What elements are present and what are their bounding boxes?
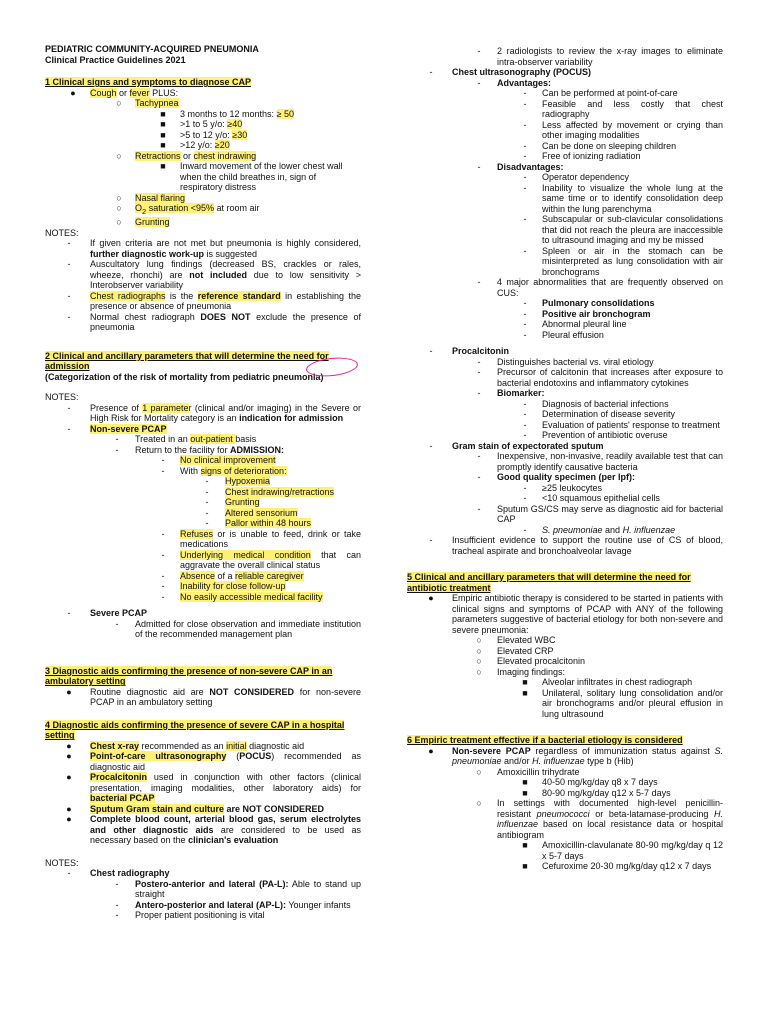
- dash-icon: -: [523, 398, 527, 409]
- dash-icon: -: [523, 419, 527, 430]
- list-item: ■ >1 to 5 y/o: ≥40: [45, 119, 361, 130]
- dash-icon: -: [161, 591, 165, 602]
- document-subtitle: Clinical Practice Guidelines 2021: [45, 54, 186, 65]
- list-item: ○ Imaging findings:: [407, 667, 723, 678]
- list-item: - Refuses or is unable to feed, drink or take medications: [45, 529, 361, 550]
- dash-icon: -: [205, 476, 209, 487]
- dash-icon: -: [523, 182, 527, 193]
- dash-icon: -: [161, 570, 165, 581]
- dash-icon: -: [523, 172, 527, 182]
- dash-icon: -: [429, 67, 433, 77]
- notes-label: NOTES:: [45, 392, 79, 403]
- list-item: - Less affected by movement or crying than other imaging modalities: [407, 120, 723, 141]
- list-item: ● Empiric antibiotic therapy is considered to be started in patients with clinical signs and symptoms of PCAP with ANY of the following parameters suggestive of bacterial etiology for both non-severe and severe pneumonia:: [407, 593, 723, 635]
- list-item: - Prevention of antibiotic overuse: [407, 430, 723, 441]
- list-item: - Chest radiography: [45, 868, 361, 879]
- list-item: - 4 major abnormalities that are frequently observed on CUS:: [407, 277, 723, 298]
- dash-icon: -: [115, 899, 119, 910]
- list-item: - Subscapular or sub-clavicular consolidations that did not reach the pleura are inaccessible to ultrasound imaging and my be missed: [407, 214, 723, 246]
- list-item: ● Procalcitonin used in conjunction with other factors (clinical presentation, imaging modalities, other laboratory aids) for bacterial PCAP: [45, 772, 361, 804]
- dash-icon: -: [477, 277, 481, 287]
- section-3-list: [45, 687, 361, 708]
- list-item: ○ Retractions or chest indrawing: [45, 151, 361, 162]
- section-1-heading: 1 Clinical signs and symptoms to diagnose CAP: [45, 77, 252, 87]
- dash-icon: -: [115, 878, 119, 889]
- list-item: ○ Nasal flaring: [45, 193, 361, 204]
- list-item: - Pulmonary consolidations: [407, 298, 723, 309]
- dash-icon: -: [523, 430, 527, 440]
- list-item: ■ Unilateral, solitary lung consolidation and/or air bronchograms and/or pleural effusion in lung ultrasound: [407, 688, 723, 720]
- bullet-icon: ●: [66, 740, 72, 751]
- dash-icon: -: [161, 465, 165, 476]
- list-item: - Absence of a reliable caregiver: [45, 571, 361, 582]
- list-item: - Can be performed at point-of-care: [407, 88, 723, 99]
- list-item: ○ Tachypnea: [45, 98, 361, 109]
- list-item: ● Point-of-care ultrasonography (POCUS) recommended as diagnostic aid: [45, 751, 361, 772]
- dash-icon: -: [523, 319, 527, 329]
- list-item: - Treated in an out-patient basis: [45, 434, 361, 445]
- dash-icon: -: [115, 618, 119, 629]
- list-item: - Chest radiographs is the reference standard in establishing the presence or absence of pneumonia: [45, 291, 361, 312]
- list-item: - Determination of disease severity: [407, 409, 723, 420]
- dash-icon: -: [523, 245, 527, 256]
- dash-icon: -: [523, 329, 527, 340]
- dash-icon: -: [115, 910, 119, 921]
- square-bullet-icon: ■: [522, 687, 528, 698]
- dash-icon: -: [67, 608, 71, 619]
- list-item: - Normal chest radiograph DOES NOT exclude the presence of pneumonia: [45, 312, 361, 333]
- bullet-icon: ●: [66, 751, 72, 762]
- section-4-list: [45, 741, 361, 846]
- list-item: ■ >5 to 12 y/o: ≥30: [45, 130, 361, 141]
- bullet-icon: ●: [70, 87, 76, 98]
- list-item: - Postero-anterior and lateral (PA-L): Able to stand up straight: [45, 879, 361, 900]
- dash-icon: -: [429, 535, 433, 545]
- dash-icon: -: [161, 549, 165, 560]
- list-item: ○ Grunting: [45, 217, 361, 228]
- dash-icon: -: [523, 493, 527, 503]
- list-item: ■ 3 months to 12 months: ≥ 50: [45, 109, 361, 120]
- dash-icon: -: [523, 214, 527, 224]
- list-item: - With signs of deterioration:: [45, 466, 361, 477]
- list-item: ■ 80-90 mg/kg/day q12 x 5-7 days: [407, 788, 723, 799]
- list-item: ● Routine diagnostic aid are NOT CONSIDERED for non-severe PCAP in an ambulatory setting: [45, 687, 361, 708]
- dash-icon: -: [67, 238, 71, 249]
- dash-icon: -: [477, 388, 481, 398]
- dash-icon: -: [115, 434, 119, 445]
- list-item: - Can be done on sleeping children: [407, 141, 723, 152]
- dash-icon: -: [523, 308, 527, 319]
- dash-icon: -: [67, 259, 71, 270]
- square-bullet-icon: ■: [522, 677, 528, 687]
- list-item: - Altered sensorium: [45, 508, 361, 519]
- list-item: - If given criteria are not met but pneumonia is highly considered, further diagnostic work-up is suggested: [45, 238, 361, 259]
- list-item: - <10 squamous epithelial cells: [407, 493, 723, 504]
- list-item: - Free of ionizing radiation: [407, 151, 723, 162]
- bullet-icon: ●: [66, 772, 72, 783]
- square-bullet-icon: ■: [160, 161, 166, 171]
- document-title: PEDIATRIC COMMUNITY-ACQUIRED PNEUMONIA: [45, 44, 259, 54]
- section-2-list: [45, 403, 361, 640]
- list-item: ○ Elevated CRP: [407, 646, 723, 657]
- bullet-icon: ●: [428, 745, 434, 756]
- list-item: - Inability to visualize the whole lung at the same time or to identify consolidation deep within the lung parenchyma: [407, 183, 723, 215]
- dash-icon: -: [205, 518, 209, 529]
- dash-icon: -: [477, 503, 481, 514]
- section-4-notes: [45, 868, 361, 921]
- section-5-heading: 5 Clinical and ancillary parameters that will determine the need for antibiotic treatment: [407, 572, 691, 593]
- list-item: - Presence of 1 parameter (clinical and/or imaging) in the Severe or High Risk for Mortality category is an indication for admission: [45, 403, 361, 424]
- dash-icon: -: [67, 423, 71, 434]
- section-4-notes-continued: [407, 46, 723, 556]
- list-item: - Good quality specimen (per lpf):: [407, 472, 723, 483]
- square-bullet-icon: ■: [522, 861, 528, 871]
- list-item: - Gram stain of expectorated sputum: [407, 441, 723, 452]
- list-item: - Diagnosis of bacterial infections: [407, 399, 723, 410]
- dash-icon: -: [115, 444, 119, 455]
- list-item: - Abnormal pleural line: [407, 319, 723, 330]
- bullet-icon: ●: [66, 814, 72, 825]
- circle-bullet-icon: ○: [476, 798, 482, 808]
- list-item: - Operator dependency: [407, 172, 723, 183]
- circle-bullet-icon: ○: [476, 766, 482, 777]
- list-item: ○ In settings with documented high-level penicillin-resistant pneumococci or beta-latamase-producing H. influenzae based on local resistance data or hospital antibiogram: [407, 798, 723, 840]
- list-item: ■ Cefuroxime 20-30 mg/kg/day q12 x 7 days: [407, 861, 723, 872]
- dash-icon: -: [429, 440, 433, 451]
- list-item: ■ Amoxicillin-clavulanate 80-90 mg/kg/day q 12 x 5-7 days: [407, 840, 723, 861]
- list-item: - Advantages:: [407, 78, 723, 89]
- dash-icon: -: [523, 98, 527, 109]
- section-3-heading: 3 Diagnostic aids confirming the presence of non-severe CAP in an ambulatory setting: [45, 665, 333, 687]
- section-2-heading: 2 Clinical and ancillary parameters that will determine the need for admission: [45, 350, 329, 372]
- list-item: - Feasible and less costly that chest radiography: [407, 99, 723, 120]
- list-item: - Admitted for close observation and immediate institution of the recommended management plan: [45, 619, 361, 640]
- dash-icon: -: [477, 356, 481, 367]
- dash-icon: -: [477, 451, 481, 461]
- square-bullet-icon: ■: [160, 129, 166, 140]
- list-item: - Insufficient evidence to support the routine use of CS of blood, tracheal aspirate and bronchoalveolar lavage: [407, 535, 723, 556]
- list-item: - No clinical improvement: [45, 455, 361, 466]
- list-item: - No easily accessible medical facility: [45, 592, 361, 603]
- dash-icon: -: [523, 140, 527, 151]
- circle-bullet-icon: ○: [116, 98, 122, 108]
- dash-icon: -: [523, 524, 527, 535]
- circle-bullet-icon: ○: [116, 203, 122, 213]
- list-item: - Procalcitonin: [407, 346, 723, 357]
- list-item: ○ Elevated WBC: [407, 635, 723, 646]
- list-item: - Underlying medical condition that can aggravate the overall clinical status: [45, 550, 361, 571]
- section-1-notes: [45, 238, 361, 333]
- dash-icon: -: [429, 346, 433, 356]
- dash-icon: -: [523, 119, 527, 130]
- list-item: - Chest ultrasonography (POCUS): [407, 67, 723, 78]
- list-item: ● Cough or fever PLUS:: [45, 88, 361, 99]
- dash-icon: -: [205, 497, 209, 508]
- dash-icon: -: [161, 528, 165, 539]
- section-6-heading: 6 Empiric treatment effective if a bacterial etiology is considered: [407, 735, 683, 745]
- list-item: ○ Elevated procalcitonin: [407, 656, 723, 667]
- list-item: ■ Inward movement of the lower chest wall when the child breathes in, sign of respiratory distress: [45, 161, 361, 193]
- list-item: ■ Alveolar infiltrates in chest radiograph: [407, 677, 723, 688]
- dash-icon: -: [161, 455, 165, 466]
- list-item: - Severe PCAP: [45, 608, 361, 619]
- dash-icon: -: [477, 46, 481, 56]
- left-column: [45, 44, 361, 921]
- list-item: - Pallor within 48 hours: [45, 518, 361, 529]
- square-bullet-icon: ■: [522, 777, 528, 787]
- dash-icon: -: [161, 581, 165, 592]
- dash-icon: -: [205, 486, 209, 497]
- list-item: - Spleen or air in the stomach can be misinterpreted as lung consolidation with air bronchograms: [407, 246, 723, 278]
- notes-label: NOTES:: [45, 857, 79, 868]
- dash-icon: -: [477, 161, 481, 172]
- list-item: ● Sputum Gram stain and culture are NOT CONSIDERED: [45, 804, 361, 815]
- dash-icon: -: [67, 290, 71, 301]
- dash-icon: -: [205, 507, 209, 518]
- list-item: ■ >12 y/o: ≥20: [45, 140, 361, 151]
- list-item: ● Complete blood count, arterial blood gas, serum electrolytes and other diagnostic aids are considered to be used as necessary based on the clinician's evaluation: [45, 814, 361, 846]
- list-item: - Evaluation of patients' response to treatment: [407, 420, 723, 431]
- circle-bullet-icon: ○: [116, 192, 122, 203]
- square-bullet-icon: ■: [160, 108, 166, 119]
- dash-icon: -: [523, 482, 527, 493]
- dash-icon: -: [523, 298, 527, 308]
- list-item: - 2 radiologists to review the x-ray images to eliminate intra-observer variability: [407, 46, 723, 67]
- list-item: ○ Amoxicillin trihydrate: [407, 767, 723, 778]
- circle-bullet-icon: ○: [476, 645, 482, 656]
- list-item: - Hypoxemia: [45, 476, 361, 487]
- dash-icon: -: [477, 367, 481, 377]
- list-item: - Non-severe PCAP: [45, 424, 361, 435]
- dash-icon: -: [523, 409, 527, 419]
- circle-bullet-icon: ○: [116, 150, 122, 161]
- square-bullet-icon: ■: [522, 840, 528, 850]
- circle-bullet-icon: ○: [476, 656, 482, 666]
- list-item: - Disadvantages:: [407, 162, 723, 173]
- list-item: - Auscultatory lung findings (decreased BS, crackles or rales, wheeze, rhonchi) are not included due to low sensitivity > Interobserver variability: [45, 259, 361, 291]
- list-item: ■ 40-50 mg/kg/day q8 x 7 days: [407, 777, 723, 788]
- square-bullet-icon: ■: [160, 140, 166, 150]
- dash-icon: -: [67, 311, 71, 322]
- list-item: - Return to the facility for ADMISSION:: [45, 445, 361, 456]
- list-item: ● Chest x-ray recommended as an initial diagnostic aid: [45, 741, 361, 752]
- circle-bullet-icon: ○: [476, 666, 482, 677]
- list-item: - Positive air bronchogram: [407, 309, 723, 320]
- bullet-icon: ●: [66, 803, 72, 814]
- bullet-icon: ●: [66, 686, 72, 697]
- dash-icon: -: [477, 77, 481, 88]
- right-column: [407, 46, 723, 872]
- list-item: - Biomarker:: [407, 388, 723, 399]
- list-item: ○ $O_2$ saturation <95% at room air: [45, 203, 361, 217]
- dash-icon: -: [523, 88, 527, 98]
- circle-bullet-icon: ○: [116, 217, 122, 228]
- square-bullet-icon: ■: [522, 787, 528, 798]
- list-item: ● Non-severe PCAP regardless of immunization status against S. pneumoniae and/or H. influenzae type b (Hib): [407, 746, 723, 767]
- list-item: - Distinguishes bacterial vs. viral etiology: [407, 357, 723, 368]
- section-5-list: [407, 593, 723, 719]
- circle-bullet-icon: ○: [476, 635, 482, 645]
- section-1-list: [45, 88, 361, 228]
- document-header: [45, 44, 361, 65]
- square-bullet-icon: ■: [160, 119, 166, 129]
- list-item: - ≥25 leukocytes: [407, 483, 723, 494]
- dash-icon: -: [67, 402, 71, 413]
- list-item: - S. pneumoniae and H. influenzae: [407, 525, 723, 536]
- list-item: - Inability for close follow-up: [45, 581, 361, 592]
- list-item: - Pleural effusion: [407, 330, 723, 341]
- list-item: - Precursor of calcitonin that increases after exposure to bacterial endotoxins and inflammatory cytokines: [407, 367, 723, 388]
- list-item: - Antero-posterior and lateral (AP-L): Younger infants: [45, 900, 361, 911]
- list-item: - Proper patient positioning is vital: [45, 910, 361, 921]
- section-4-heading: 4 Diagnostic aids confirming the presence of severe CAP in a hospital setting: [45, 719, 345, 741]
- section-2-subnote: (Categorization of the risk of mortality from pediatric pneumonia): [45, 371, 324, 382]
- list-item: - Sputum GS/CS may serve as diagnostic aid for bacterial CAP: [407, 504, 723, 525]
- list-item: - Chest indrawing/retractions: [45, 487, 361, 498]
- bullet-icon: ●: [428, 593, 434, 603]
- notes-label: NOTES:: [45, 227, 79, 238]
- dash-icon: -: [523, 151, 527, 161]
- dash-icon: -: [477, 472, 481, 482]
- section-6-list: [407, 746, 723, 872]
- dash-icon: -: [67, 868, 71, 879]
- list-item: - Grunting: [45, 497, 361, 508]
- list-item: - Inexpensive, non-invasive, readily available test that can promptly identify causative bacteria: [407, 451, 723, 472]
